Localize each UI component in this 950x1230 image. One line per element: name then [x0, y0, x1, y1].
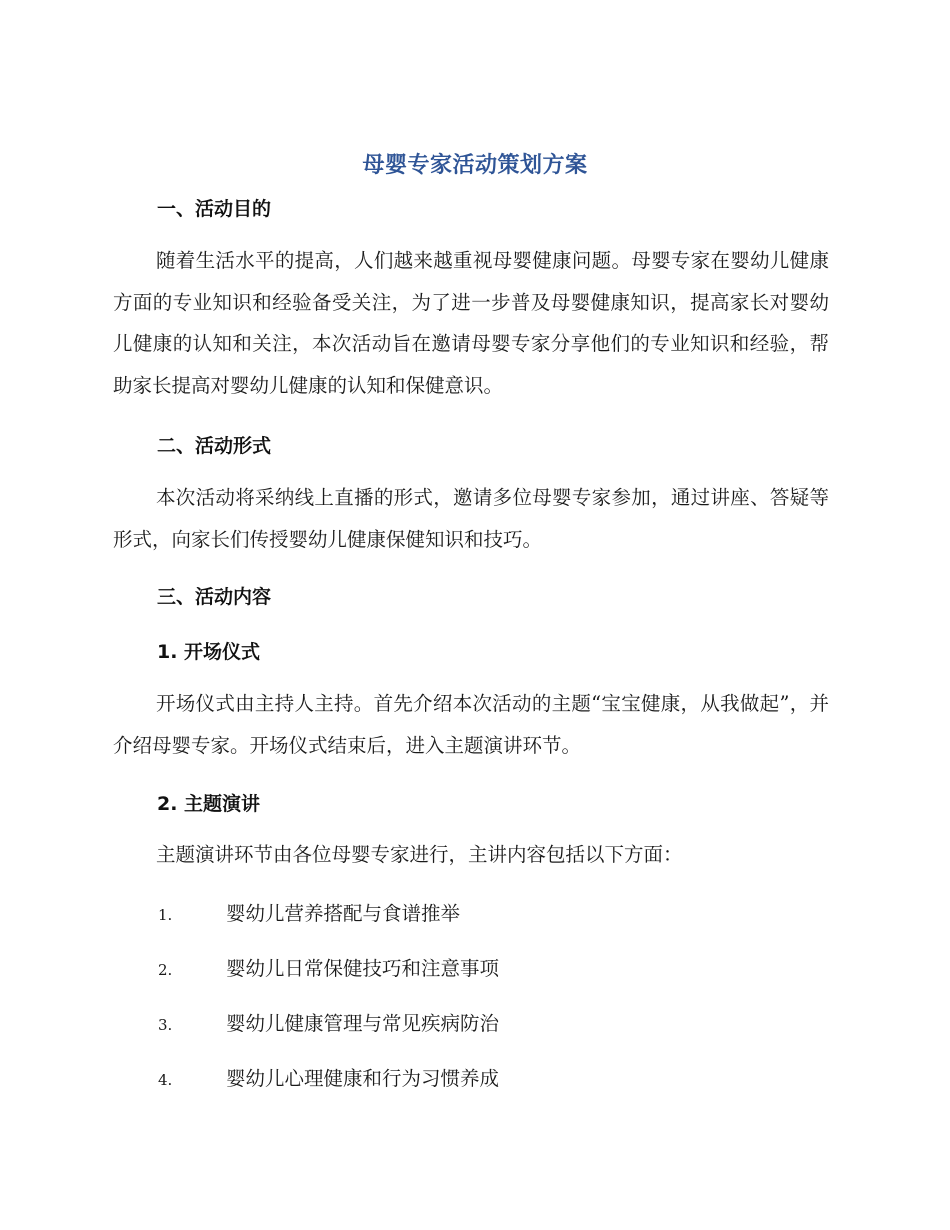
- section-heading-format: 二、活动形式: [157, 435, 272, 457]
- subsection-heading-opening: 1. 开场仪式: [157, 641, 261, 663]
- list-item-number: 4.: [158, 1071, 173, 1089]
- section-heading-purpose: 一、活动目的: [157, 198, 272, 220]
- list-item: [158, 953, 499, 981]
- list-item-text: 婴幼儿营养搭配与食谱推举: [226, 902, 461, 925]
- subsection-heading-speech: 2. 主题演讲: [157, 793, 261, 815]
- subsection-paragraph-opening: 开场仪式由主持人主持。首先介绍本次活动的主题“宝宝健康，从我做起”，并介绍母婴专家。开场仪式结束后，进入主题演讲环节。: [113, 692, 829, 757]
- list-item-number: 3.: [158, 1016, 173, 1034]
- list-item-text: 婴幼儿健康管理与常见疾病防治: [226, 1012, 500, 1035]
- subsection-paragraph-speech: 主题演讲环节由各位母婴专家进行，主讲内容包括以下方面：: [156, 843, 683, 866]
- list-item: [158, 1008, 499, 1036]
- list-item: [158, 898, 460, 926]
- list-item-text: 婴幼儿日常保健技巧和注意事项: [226, 957, 500, 980]
- list-item: [158, 1063, 499, 1091]
- document-title: 母婴专家活动策划方案: [362, 153, 588, 178]
- list-item-number: 2.: [158, 961, 173, 979]
- list-item-number: 1.: [158, 906, 173, 924]
- list-item-text: 婴幼儿心理健康和行为习惯养成: [226, 1067, 500, 1090]
- section-paragraph-purpose: 随着生活水平的提高，人们越来越重视母婴健康问题。母婴专家在婴幼儿健康方面的专业知识和经验备受关注，为了进一步普及母婴健康知识，提高家长对婴幼儿健康的认知和关注，本次活动旨在邀请母婴专家分享他们的专业知识和经验，帮助家长提高对婴幼儿健康的认知和保健意识。: [113, 249, 829, 397]
- section-paragraph-format: 本次活动将采纳线上直播的形式，邀请多位母婴专家参加，通过讲座、答疑等形式，向家长们传授婴幼儿健康保健知识和技巧。: [113, 486, 829, 551]
- section-heading-content: 三、活动内容: [157, 586, 272, 608]
